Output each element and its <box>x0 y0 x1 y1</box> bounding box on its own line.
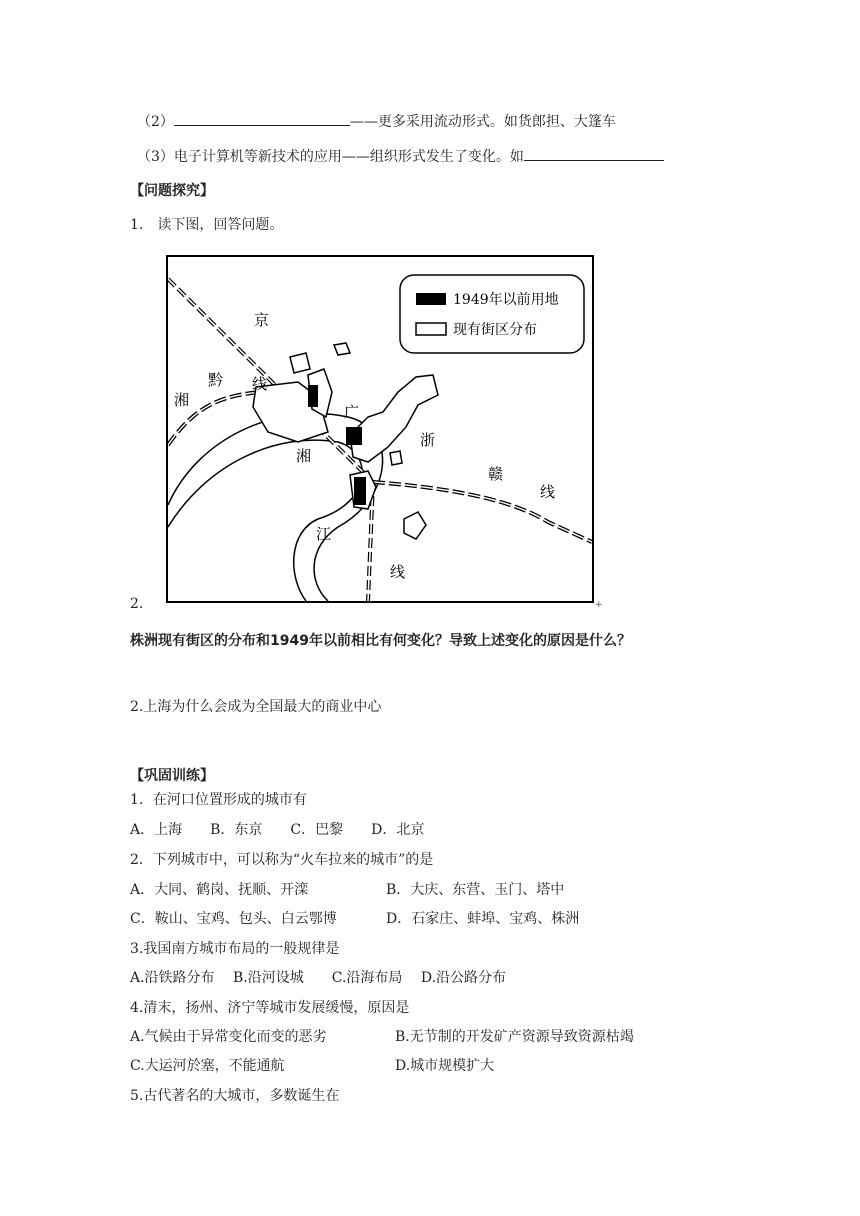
old-area-1 <box>308 385 318 407</box>
practice-4-option-c: C.大运河於塞，不能通航 <box>130 1058 285 1074</box>
practice-3-stem: 3.我国南方城市布局的一般规律是 <box>130 941 340 957</box>
inquiry-q1: 1. 读下图，回答问题。 <box>130 217 284 233</box>
practice-2-option-a: A．大同、鹤岗、抚顺、开滦 <box>130 882 309 898</box>
practice-4-stem: 4.清末，扬州、济宁等城市发展缓慢，原因是 <box>130 1000 410 1016</box>
old-area-3 <box>354 477 366 505</box>
practice-2-stem: 2．下列城市中，可以称为“火车拉来的城市”的是 <box>130 852 434 868</box>
practice-2-option-d: D．石家庄、蚌埠、宝鸡、株洲 <box>386 911 580 927</box>
map-label-qian: 黔 <box>208 371 224 389</box>
district-north-small <box>290 353 310 373</box>
river-inner <box>168 440 362 601</box>
number-2: 2. <box>130 596 144 612</box>
q2-blank[interactable] <box>174 111 350 126</box>
map-label-zhe: 浙 <box>420 431 436 449</box>
legend-box <box>400 275 584 353</box>
section-practice-heading: 【巩固训练】 <box>130 768 214 784</box>
practice-1-stem: 1．在河口位置形成的城市有 <box>130 792 307 808</box>
q3-text: （3）电子计算机等新技术的应用——组织形式发生了变化。如 <box>137 149 524 165</box>
q3-line <box>137 146 664 167</box>
map-label-xian1: 线 <box>252 375 268 393</box>
practice-2-option-b: B．大庆、东营、玉门、塔中 <box>386 882 565 898</box>
map-label-gan: 赣 <box>488 465 504 483</box>
practice-4-option-a: A.气候由于异常变化而变的恶劣 <box>130 1029 327 1045</box>
section-inquiry-heading: 【问题探究】 <box>130 183 214 199</box>
legend-new-swatch <box>416 323 446 335</box>
practice-4-option-d: D.城市规模扩大 <box>395 1058 495 1074</box>
zhuzhou-question: 株洲现有街区的分布和1949年以前相比有何变化？导致上述变化的原因是什么？ <box>130 633 631 649</box>
map-label-guang: 广 <box>344 403 360 421</box>
old-area-2 <box>346 427 362 445</box>
district-north-tiny <box>334 343 350 355</box>
legend-old-label: 1949年以前用地 <box>453 292 559 308</box>
q2-suffix: ——更多采用流动形式。如货郎担、大篷车 <box>349 114 616 130</box>
practice-1-options: A．上海 B．东京 C．巴黎 D．北京 <box>130 822 425 838</box>
practice-5-stem: 5.古代著名的大城市，多数诞生在 <box>130 1088 340 1104</box>
q3-blank[interactable] <box>524 146 664 161</box>
map-label-xiang2: 湘 <box>296 447 312 465</box>
anchor-mark: + <box>595 600 603 610</box>
q2-prefix: （2） <box>137 114 174 130</box>
district-east-dot <box>390 451 402 465</box>
map-label-jing: 京 <box>254 311 270 329</box>
district-south-east <box>404 512 426 539</box>
map-label-jiang: 江 <box>316 525 332 543</box>
legend-old-swatch <box>416 293 446 305</box>
map-label-xian2: 线 <box>540 483 556 501</box>
shanghai-question: 2.上海为什么会成为全国最大的商业中心 <box>130 699 382 715</box>
legend-new-label: 现有街区分布 <box>453 322 537 338</box>
practice-3-options: A.沿铁路分布 B.沿河设城 C.沿海布局 D.沿公路分布 <box>130 970 507 986</box>
map-label-xiang1: 湘 <box>174 391 190 409</box>
practice-2-option-c: C．鞍山、宝鸡、包头、白云鄂博 <box>130 911 337 927</box>
practice-4-option-b: B.无节制的开发矿产资源导致资源枯竭 <box>395 1029 634 1045</box>
map-label-xian3: 线 <box>390 563 406 581</box>
q2-line <box>137 111 616 132</box>
zhuzhou-map <box>166 255 594 603</box>
